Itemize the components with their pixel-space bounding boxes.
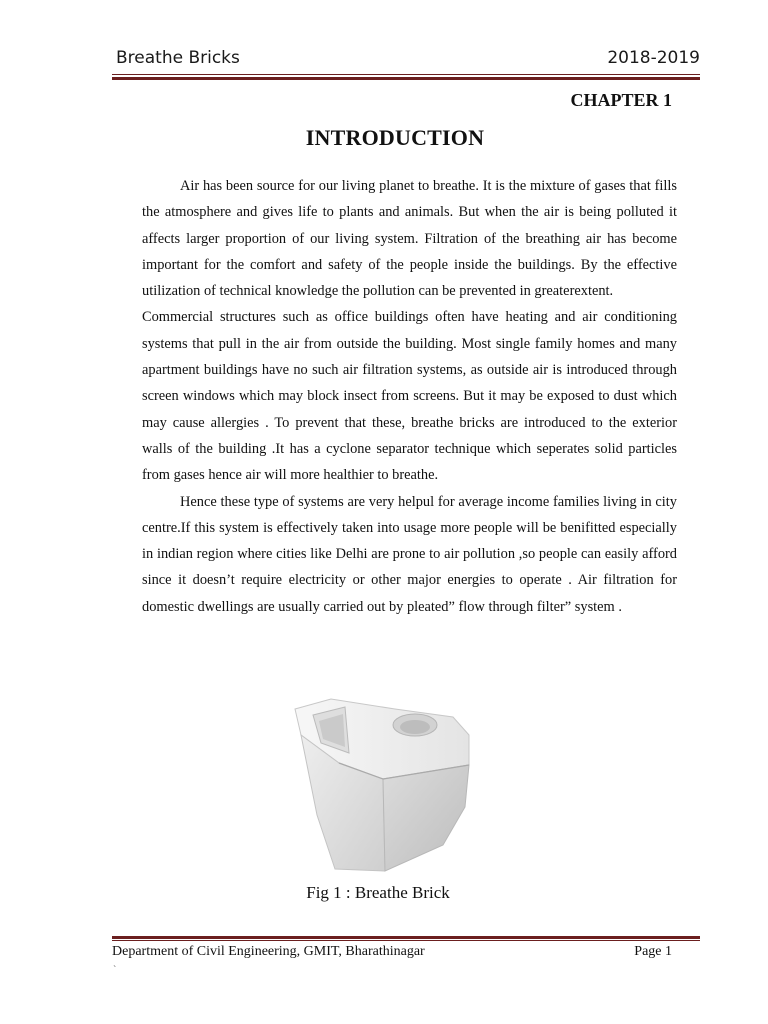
breathe-brick-figure <box>283 695 483 875</box>
paragraph-2: Commercial structures such as office buildings often have heating and air conditioning systems that pull in the air from outside the building. Most single family homes and many apartment buildings have no such air filtration systems, as outside air is introduced through screen windows which may block insect from screens. But it may be exposed to dust which may cause allergies . To prevent that these, breathe bricks are introduced to the exterior walls of the building .It has a cyclone separator technique which seperates solid particles from gases hence air will more healthier to breathe. <box>142 309 677 484</box>
paragraph-3: Hence these type of systems are very helpul for average income families living in city centre.If this system is effectively taken into usage more people will be benifitted especially in indian region where cities like Delhi are prone to air pollution ,so people can easily afford since it doesn’t require electricity or other major energies to operate . Air filtration for domestic dwellings are usually carried out by pleated” flow through filter” system . <box>142 493 677 615</box>
header-rule-thin <box>112 74 700 75</box>
chapter-label: CHAPTER 1 <box>570 90 672 110</box>
figure-caption: Fig 1 : Breathe Brick <box>306 883 450 902</box>
body-text <box>142 173 677 620</box>
section-title: INTRODUCTION <box>305 125 485 150</box>
footer-rule-thick <box>112 936 700 939</box>
footer-mark: ` <box>113 965 117 976</box>
running-header-year: 2018-2019 <box>607 48 700 68</box>
footer-rule-thin <box>112 940 700 941</box>
paragraph-1: Air has been source for our living planet to breathe. It is the mixture of gases that fills the atmosphere and gives life to plants and animals. But when the air is being polluted it affects larger proportion of our living system. Filtration of the breathing air has become important for the comfort and safety of the people inside the buildings. By the effective utilization of technical knowledge the pollution can be prevented in greaterextent. <box>142 178 677 300</box>
breathe-brick-image <box>283 695 483 875</box>
running-header-title: Breathe Bricks <box>116 48 240 68</box>
footer-page-number: Page 1 <box>634 944 672 959</box>
footer-department: Department of Civil Engineering, GMIT, Bharathinagar <box>112 944 425 959</box>
header-rule-thick <box>112 77 700 80</box>
